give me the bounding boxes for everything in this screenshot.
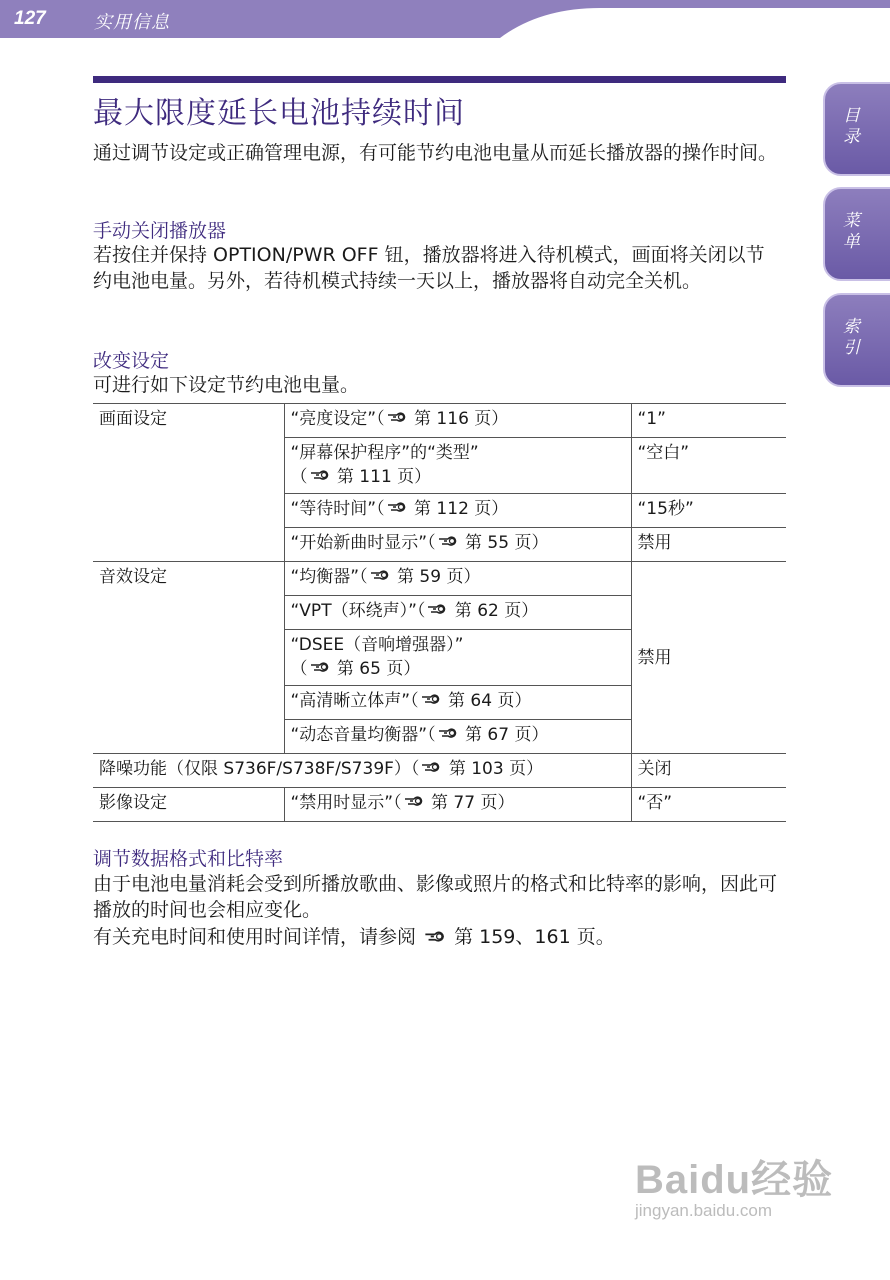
group-screen: 画面设定 [93, 404, 284, 562]
table-row [93, 404, 786, 438]
pointing-hand-icon [387, 497, 407, 521]
pointing-hand-icon [421, 757, 441, 781]
pointing-hand-icon [427, 599, 447, 623]
section-name: 实用信息 [94, 12, 170, 33]
format-bitrate-text: 由于电池电量消耗会受到所播放歌曲、影像或照片的格式和比特率的影响，因此可播放的时间也会相应变化。 [93, 873, 778, 921]
page-title: 最大限度延长电池持续时间 [93, 96, 465, 131]
tab-contents-label: 目录 [839, 106, 859, 148]
setting-screensaver[interactable]: “屏幕保护程序”的“类型” （ 第 111 页） [284, 438, 631, 494]
setting-dsee[interactable]: “DSEE（音响增强器）” （ 第 65 页） [284, 630, 631, 686]
group-sound: 音效设定 [93, 562, 284, 754]
value-brightness: “1” [631, 404, 786, 438]
pointing-hand-icon [404, 791, 424, 815]
value-screensaver: “空白” [631, 438, 786, 494]
setting-equalizer[interactable]: “均衡器”（ 第 59 页） [284, 562, 631, 596]
setting-video-display[interactable]: “禁用时显示”（ 第 77 页） [284, 788, 631, 822]
pointing-hand-icon [438, 723, 458, 747]
change-settings-text: 可进行如下设定节约电池电量。 [93, 374, 360, 396]
tab-index[interactable] [823, 293, 890, 387]
setting-vpt[interactable]: “VPT（环绕声）”（ 第 62 页） [284, 596, 631, 630]
title-rule [93, 76, 786, 83]
reference-text: 有关充电时间和使用时间详情，请参阅 第 159、161 页。 [93, 924, 783, 951]
page-number: 127 [14, 8, 46, 29]
watermark-main: Baidu经验 [635, 1158, 834, 1202]
watermark-sub: jingyan.baidu.com [635, 1201, 773, 1220]
tab-menu-label: 菜单 [839, 211, 859, 253]
setting-noise-canceling[interactable]: 降噪功能（仅限 S736F/S738F/S739F）（ 第 103 页） [93, 754, 631, 788]
tab-menu[interactable] [823, 187, 890, 281]
value-video-display: “否” [631, 788, 786, 822]
value-new-song: 禁用 [631, 528, 786, 562]
setting-wait-time[interactable]: “等待时间”（ 第 112 页） [284, 494, 631, 528]
value-wait-time: “15秒” [631, 494, 786, 528]
heading-power-off: 手动关闭播放器 [93, 220, 227, 242]
table-row [93, 788, 786, 822]
pointing-hand-icon [387, 407, 407, 431]
pointing-hand-icon [421, 689, 441, 713]
heading-format-bitrate: 调节数据格式和比特率 [93, 848, 284, 870]
intro-text: 通过调节设定或正确管理电源，有可能节约电池电量从而延长播放器的操作时间。 [93, 142, 778, 164]
baidu-watermark [635, 1148, 833, 1221]
tab-contents[interactable] [823, 82, 890, 176]
power-off-text: 若按住并保持 OPTION/PWR OFF 钮，播放器将进入待机模式，画面将关闭以节约电池电量。另外，若待机模式持续一天以上，播放器将自动完全关机。 [93, 244, 765, 292]
value-noise-canceling: 关闭 [631, 754, 786, 788]
setting-brightness[interactable]: “亮度设定”（ 第 116 页） [284, 404, 631, 438]
pointing-hand-icon [438, 531, 458, 555]
setting-dynamic-normalizer[interactable]: “动态音量均衡器”（ 第 67 页） [284, 720, 631, 754]
pointing-hand-icon [370, 565, 390, 589]
tab-index-label: 索引 [839, 317, 859, 359]
table-row [93, 562, 786, 596]
settings-table [93, 403, 786, 822]
setting-clear-stereo[interactable]: “高清晰立体声”（ 第 64 页） [284, 686, 631, 720]
setting-new-song[interactable]: “开始新曲时显示”（ 第 55 页） [284, 528, 631, 562]
heading-change-settings: 改变设定 [93, 350, 170, 372]
pointing-hand-icon[interactable] [424, 925, 446, 951]
value-sound: 禁用 [631, 562, 786, 754]
group-video: 影像设定 [93, 788, 284, 822]
pointing-hand-icon [310, 657, 330, 681]
table-row [93, 754, 786, 788]
pointing-hand-icon [310, 465, 330, 489]
